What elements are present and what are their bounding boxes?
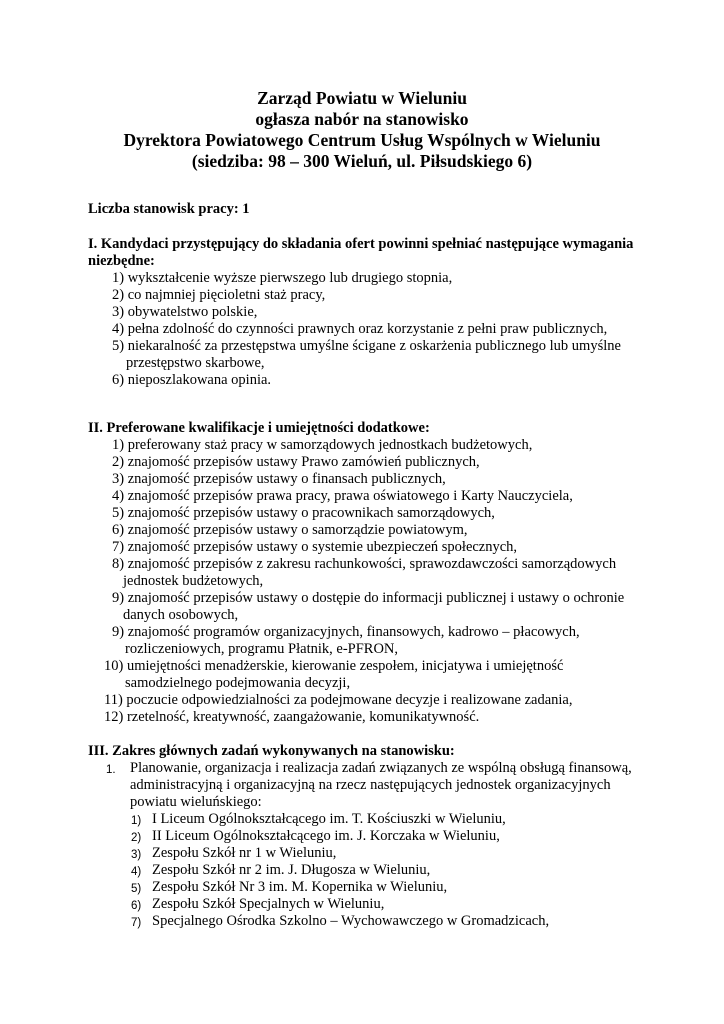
positions-count: Liczba stanowisk pracy: 1	[88, 201, 250, 217]
unit-number: 4)	[131, 866, 142, 878]
unit-number: 3)	[131, 849, 142, 861]
qualification-item: 12) rzetelność, kreatywność, zaangażowanie, komunikatywność.	[104, 709, 480, 725]
requirement-item: 5) niekaralność za przestępstwa umyślne ścigane z oskarżenia publicznego lub umyślne	[112, 338, 621, 354]
unit-name: I Liceum Ogólnokształcącego im. T. Kościuszki w Wieluniu,	[152, 811, 506, 827]
qualification-item-continuation: danych osobowych,	[123, 607, 239, 623]
unit-name: Zespołu Szkół Nr 3 im. M. Kopernika w Wieluniu,	[152, 879, 448, 895]
task-text-line: administracyjną i organizacyjną na rzecz następujących jednostek organizacyjnych	[130, 777, 611, 793]
unit-name: Specjalnego Ośrodka Szkolno – Wychowawczego w Gromadzicach,	[152, 913, 550, 929]
requirement-item: 4) pełna zdolność do czynności prawnych oraz korzystanie z pełni praw publicznych,	[112, 321, 608, 337]
title-line-2: ogłasza nabór na stanowisko	[255, 109, 469, 129]
unit-number: 7)	[131, 917, 142, 929]
qualification-item: 11) poczucie odpowiedzialności za podejmowane decyzje i realizowane zadania,	[104, 692, 573, 708]
qualification-item: 3) znajomość przepisów ustawy o finansach publicznych,	[112, 471, 446, 487]
requirement-item: 6) nieposzlakowana opinia.	[112, 372, 272, 388]
qualification-item: 2) znajomość przepisów ustawy Prawo zamówień publicznych,	[112, 454, 480, 470]
unit-name: Zespołu Szkół nr 1 w Wieluniu,	[152, 845, 337, 861]
section2-heading: II. Preferowane kwalifikacje i umiejętności dodatkowe:	[88, 420, 430, 436]
requirement-item-continuation: przestępstwo skarbowe,	[126, 355, 265, 371]
requirement-item: 3) obywatelstwo polskie,	[112, 304, 258, 320]
task-text-line: Planowanie, organizacja i realizacja zadań związanych ze wspólną obsługą finansową,	[130, 760, 632, 776]
qualification-item-continuation: jednostek budżetowych,	[123, 573, 264, 589]
title-line-1: Zarząd Powiatu w Wieluniu	[257, 88, 467, 108]
unit-number: 5)	[131, 883, 142, 895]
task-number: 1.	[106, 764, 116, 776]
requirement-item: 1) wykształcenie wyższe pierwszego lub drugiego stopnia,	[112, 270, 453, 286]
unit-number: 2)	[131, 832, 142, 844]
unit-name: II Liceum Ogólnokształcącego im. J. Korczaka w Wieluniu,	[152, 828, 500, 844]
qualification-item: 6) znajomość przepisów ustawy o samorządzie powiatowym,	[112, 522, 468, 538]
section1-heading-line1: I. Kandydaci przystępujący do składania ofert powinni spełniać następujące wymagania	[88, 236, 634, 252]
unit-number: 6)	[131, 900, 142, 912]
qualification-item-continuation: samodzielnego podejmowania decyzji,	[125, 675, 351, 691]
unit-name: Zespołu Szkół nr 2 im. J. Długosza w Wieluniu,	[152, 862, 431, 878]
task-text-line: powiatu wieluńskiego:	[130, 794, 262, 810]
requirement-item: 2) co najmniej pięcioletni staż pracy,	[112, 287, 326, 303]
qualification-item: 8) znajomość przepisów z zakresu rachunkowości, sprawozdawczości samorządowych	[112, 556, 617, 572]
title-line-3: Dyrektora Powiatowego Centrum Usług Wspólnych w Wieluniu	[123, 130, 601, 150]
qualification-item: 1) preferowany staż pracy w samorządowych jednostkach budżetowych,	[112, 437, 533, 453]
qualification-item: 7) znajomość przepisów ustawy o systemie ubezpieczeń społecznych,	[112, 539, 518, 555]
qualification-item: 9) znajomość przepisów ustawy o dostępie do informacji publicznej i ustawy o ochronie	[112, 590, 625, 606]
qualification-item: 9) znajomość programów organizacyjnych, finansowych, kadrowo – płacowych,	[112, 624, 580, 640]
qualification-item: 5) znajomość przepisów ustawy o pracownikach samorządowych,	[112, 505, 495, 521]
unit-name: Zespołu Szkół Specjalnych w Wieluniu,	[152, 896, 385, 912]
unit-number: 1)	[131, 815, 142, 827]
section1-heading-line2: niezbędne:	[88, 253, 155, 269]
title-line-4: (siedziba: 98 – 300 Wieluń, ul. Piłsudskiego 6)	[191, 151, 533, 171]
qualification-item-continuation: rozliczeniowych, programu Płatnik, e-PFRON,	[125, 641, 399, 657]
qualification-item: 4) znajomość przepisów prawa pracy, prawa oświatowego i Karty Nauczyciela,	[112, 488, 573, 504]
announcement-title	[0, 88, 724, 172]
qualification-item: 10) umiejętności menadżerskie, kierowanie zespołem, inicjatywa i umiejętność	[104, 658, 564, 674]
section3-heading: III. Zakres głównych zadań wykonywanych na stanowisku:	[88, 743, 455, 759]
